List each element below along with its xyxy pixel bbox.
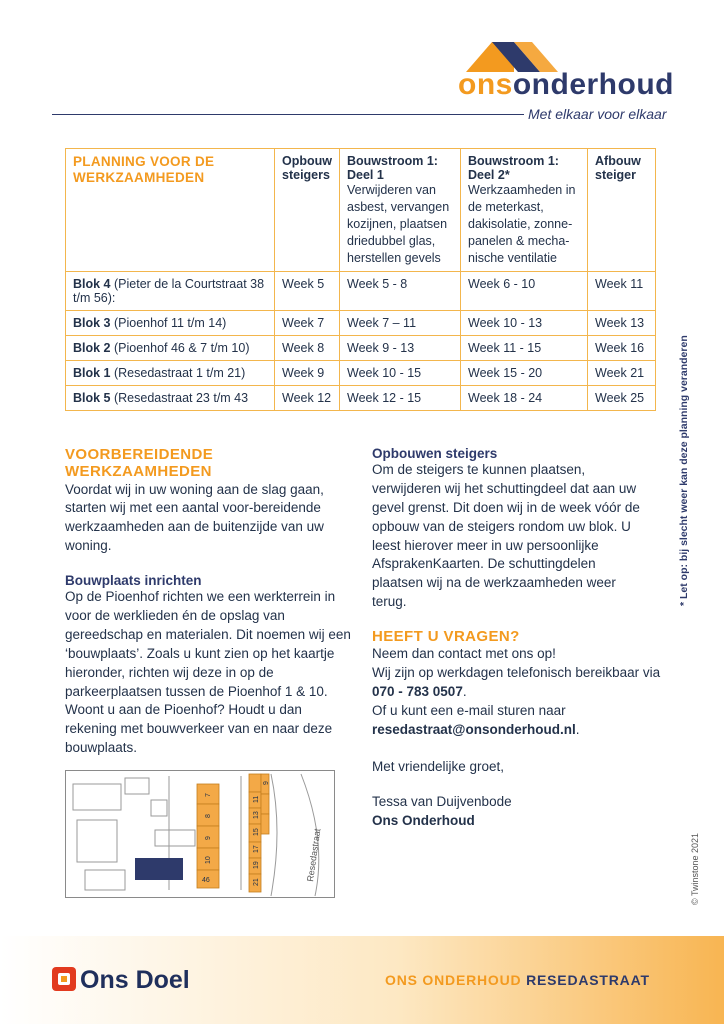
table-cell: Week 8 xyxy=(275,336,340,361)
table-cell: Week 15 - 20 xyxy=(461,361,588,386)
section-heading: VOORBEREIDENDE WERKZAAMHEDEN xyxy=(65,446,214,481)
copyright-text: © Twinstone 2021 xyxy=(690,832,700,905)
blok-cell xyxy=(66,311,275,336)
column-header xyxy=(340,149,461,272)
column-label: Opbouw steigers xyxy=(282,154,332,182)
map-number: 46 xyxy=(202,877,210,884)
column-header xyxy=(461,149,588,272)
map-number: 13 xyxy=(253,811,260,819)
column-label: Bouwstroom 1: Deel 2* xyxy=(468,154,559,182)
table-cell: Week 25 xyxy=(588,386,656,411)
table-cell: Week 9 - 13 xyxy=(340,336,461,361)
table-cell: Week 16 xyxy=(588,336,656,361)
blok-name: Blok 3 xyxy=(73,316,111,331)
column-label: Afbouw steiger xyxy=(595,154,641,182)
map-number: 17 xyxy=(253,845,260,853)
map-street-label: Resedastraat xyxy=(305,827,323,883)
brand-logo-part2: onderhoud xyxy=(512,68,674,101)
map-number: 9 xyxy=(263,781,270,785)
footer-title-part2: RESEDASTRAAT xyxy=(526,972,650,988)
site-map xyxy=(65,770,335,898)
bouwplaats-area xyxy=(135,858,183,880)
side-note xyxy=(672,148,696,928)
planning-table xyxy=(65,148,656,411)
blok-address: (Pieter de la Courtstraat 38 t/m 56): xyxy=(73,277,265,306)
vragen-line3: Of u kunt een e-mail sturen naar xyxy=(372,703,566,719)
table-cell: Week 10 - 15 xyxy=(340,361,461,386)
blok-name: Blok 4 xyxy=(73,277,111,292)
table-cell: Week 10 - 13 xyxy=(461,311,588,336)
body-text: Op de Pioenhof richten we een werkterrein in voor de werklieden én de opslag van gereedschap en materialen. Dit noemen wij een ‘bouwplaats’. Zoals u kunt zien op het kaartje hieronder, richten wij deze in op de parkeerplaatsen tussen de Pioenhof 1 & 10. Woont u aan de Pioenhof? Houdt u dan rekening met bouwverkeer van en naar deze bouwplaats. xyxy=(65,589,351,756)
table-cell: Week 9 xyxy=(275,361,340,386)
table-row xyxy=(66,386,656,411)
map-number: 7 xyxy=(205,793,212,797)
table-cell: Week 13 xyxy=(588,311,656,336)
footer-title-part1: ONS ONDERHOUD xyxy=(385,972,522,988)
blok-cell xyxy=(66,336,275,361)
column-sub: Werkzaamheden in de meterkast, dakisolatie, zonne-panelen & mecha-nische ventilatie xyxy=(468,183,576,265)
column-header xyxy=(275,149,340,272)
table-header-row xyxy=(66,149,656,272)
table-cell: Week 18 - 24 xyxy=(461,386,588,411)
table-cell: Week 5 - 8 xyxy=(340,272,461,311)
blok-name: Blok 1 xyxy=(73,366,111,381)
blok-name: Blok 2 xyxy=(73,341,111,356)
planning-title: PLANNING VOOR DE WERKZAAMHEDEN xyxy=(66,149,275,272)
steigers-text: Om de steigers te kunnen plaatsen, verwijderen wij het schuttingdeel dat aan uw gevel grenst. Dit doen wij in de week vóór de opbouw van de steigers rondom uw blok. U leest hierover meer in uw persoonlijke AfsprakenKaarten. De schuttingdelen plaatsen wij na de werkzaamheden weer terug. xyxy=(372,462,640,610)
map-number: 21 xyxy=(253,878,260,886)
vragen-heading: HEEFT U VRAGEN? xyxy=(372,628,520,646)
column-header xyxy=(588,149,656,272)
tagline: Met elkaar voor elkaar xyxy=(528,106,667,122)
table-cell: Week 7 xyxy=(275,311,340,336)
greeting: Met vriendelijke groet, xyxy=(372,758,505,774)
blok-cell xyxy=(66,272,275,311)
blok-cell xyxy=(66,361,275,386)
table-cell: Week 5 xyxy=(275,272,340,311)
ons-doel-logo-icon xyxy=(52,967,76,991)
intro-text: Voordat wij in uw woning aan de slag gaan, starten wij met een aantal voor-bereidende werkzaamheden aan de buitenzijde van uw woning. xyxy=(65,481,324,554)
table-cell: Week 6 - 10 xyxy=(461,272,588,311)
table-cell: Week 12 xyxy=(275,386,340,411)
vragen-text: Neem dan contact met ons op! Wij zijn op werkdagen telefonisch bereikbaar via 070 - 783 0507. Of u kunt een e-mail sturen naar resedastraat@onsonderhoud.nl. xyxy=(372,646,661,737)
email-link[interactable]: resedastraat@onsonderhoud.nl xyxy=(372,721,576,737)
map-number: 10 xyxy=(205,856,212,864)
map-number: 15 xyxy=(253,828,260,836)
left-column xyxy=(65,446,355,758)
table-row xyxy=(66,361,656,386)
table-cell: Week 11 - 15 xyxy=(461,336,588,361)
blok-address: (Pioenhof 11 t/m 14) xyxy=(110,316,227,331)
map-number: 19 xyxy=(253,861,260,869)
table-row xyxy=(66,336,656,361)
brand-logo-part1: ons xyxy=(458,68,513,101)
blok-address: (Resedastraat 23 t/m 43 xyxy=(110,391,249,406)
table-row xyxy=(66,272,656,311)
sub-heading: Bouwplaats inrichten xyxy=(65,573,202,589)
side-note-text: * Let op: bij slecht weer kan deze planning veranderen xyxy=(678,335,690,606)
map-number: 11 xyxy=(253,795,260,803)
column-sub: Verwijderen van asbest, vervangen kozijnen, plaatsen driedubbel glas, herstellen gevels xyxy=(347,183,450,265)
brand-logo xyxy=(458,68,674,102)
blok-name: Blok 5 xyxy=(73,391,111,406)
signer-org: Ons Onderhoud xyxy=(372,812,475,828)
right-column xyxy=(372,446,672,831)
table-cell: Week 11 xyxy=(588,272,656,311)
footer-logo: Ons Doel xyxy=(80,966,190,994)
blok-address: (Pioenhof 46 & 7 t/m 10) xyxy=(110,341,250,356)
vragen-line2: Wij zijn op werkdagen telefonisch bereikbaar via xyxy=(372,665,661,681)
blok-address: (Resedastraat 1 t/m 21) xyxy=(110,366,246,381)
table-cell: Week 7 – 11 xyxy=(340,311,461,336)
table-cell: Week 21 xyxy=(588,361,656,386)
blok-cell xyxy=(66,386,275,411)
phone-link[interactable]: 070 - 783 0507 xyxy=(372,684,463,700)
header-divider xyxy=(52,114,524,115)
map-number: 9 xyxy=(205,836,212,840)
column-label: Bouwstroom 1: Deel 1 xyxy=(347,154,438,182)
signer-name: Tessa van Duijvenbode xyxy=(372,793,512,809)
table-row xyxy=(66,311,656,336)
steigers-heading: Opbouwen steigers xyxy=(372,446,498,461)
vragen-line1: Neem dan contact met ons op! xyxy=(372,646,556,662)
map-number: 8 xyxy=(205,814,212,818)
footer-title xyxy=(385,972,650,988)
table-cell: Week 12 - 15 xyxy=(340,386,461,411)
